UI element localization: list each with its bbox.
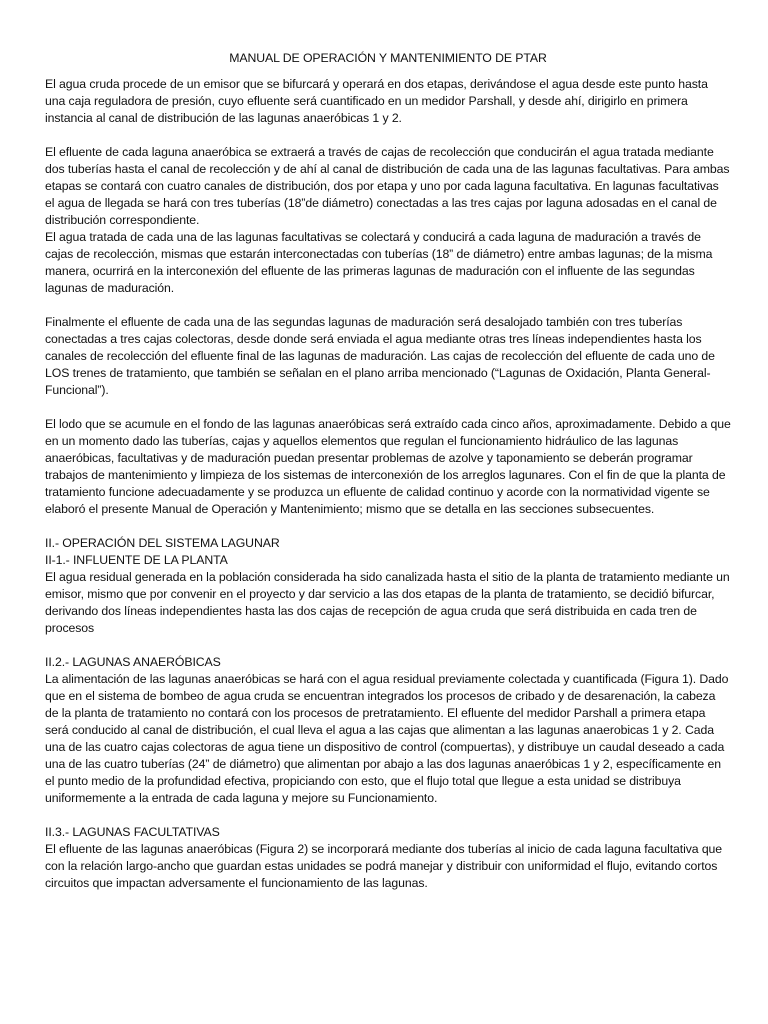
subsection-heading-influent: II-1.- INFLUENTE DE LA PLANTA xyxy=(45,553,228,567)
document-title: MANUAL DE OPERACIÓN Y MANTENIMIENTO DE PTAR xyxy=(229,51,547,65)
paragraph-facultative-treated: El agua tratada de cada una de las lagunas facultativas se colectará y conducirá a cada laguna de maduración a través de cajas de recolección, mismas que estarán interconectadas con tuberías (18” de diámetro) entre ambas lagunas; de la misma manera, ocurrirá en la interconexión del efluente de las primeras lagunas de maduración con el influente de las segundas lagunas de maduración. xyxy=(45,230,713,295)
paragraph-final-effluent: Finalmente el efluente de cada una de las segundas lagunas de maduración será desalojado también con tres tuberías conectadas a tres cajas colectoras, desde donde será enviada el agua mediante otras tres líneas independientes hasta los canales de recolección del efluente final de las lagunas de maduración. Las cajas de recolección del efluente de cada uno de LOS trenes de tratamiento, que también se señalan en el plano arriba mencionado (“Lagunas de Oxidación, Planta General-Funcional”). xyxy=(45,315,715,397)
paragraph-spacer xyxy=(45,637,731,654)
paragraph-spacer xyxy=(45,297,731,314)
paragraph-intro: El agua cruda procede de un emisor que se bifurcará y operará en dos etapas, derivándose el agua desde este punto hasta una caja reguladora de presión, cuyo efluente será cuantificado en un medidor Parshall, y desde ahí, dirigirlo en primera instancia al canal de distribución de las lagunas anaeróbicas 1 y 2. xyxy=(45,77,708,125)
subsection-text-anaerobic: La alimentación de las lagunas anaeróbicas se hará con el agua residual previamente colectada y cuantificada (Figura 1). Dado que en el sistema de bombeo de agua cruda se encuentran integrados los procesos de cribado y de desarenación, la cabeza de la planta de tratamiento no contará con los procesos de pretratamiento. El efluente del medidor Parshall a primera etapa será conducido al canal de distribución, el cual lleva el agua a las cajas que alimentan a las lagunas anaerobicas 1 y 2. Cada una de las cuatro cajas colectoras de agua tiene un dispositivo de control (compuertas), y distribuye un caudal deseado a cada una de las cuatro tuberías (24” de diámetro) que alimentan por abajo a las dos lagunas anaeróbicas 1 y 2, específicamente en el punto medio de la profundidad efectiva, propiciando con esto, que el flujo total que llegue a esta unidad se distribuya uniformemente a la entrada de cada laguna y mejore su Funcionamiento. xyxy=(45,672,729,805)
paragraph-spacer xyxy=(45,399,731,416)
paragraph-spacer xyxy=(45,518,731,535)
subsection-heading-anaerobic: II.2.- LAGUNAS ANAERÓBICAS xyxy=(45,655,221,669)
subsection-heading-facultative: II.3.- LAGUNAS FACULTATIVAS xyxy=(45,825,220,839)
subsection-text-influent: El agua residual generada en la población considerada ha sido canalizada hasta el sitio de la planta de tratamiento mediante un emisor, mismo que por convenir en el proyecto y dar servicio a las dos etapas de la planta de tratamiento, se decidió bifurcar, derivando dos líneas independientes hasta las dos cajas de recepción de agua cruda que será distribuida en cada tren de procesos xyxy=(45,570,730,635)
document-page xyxy=(45,50,731,892)
section-heading-lagoon-operation: II.- OPERACIÓN DEL SISTEMA LAGUNAR xyxy=(45,536,280,550)
paragraph-spacer xyxy=(45,807,731,824)
subsection-text-facultative: El efluente de las lagunas anaeróbicas (Figura 2) se incorporará mediante dos tuberías al inicio de cada laguna facultativa que con la relación largo-ancho que guardan estas unidades se podrá manejar y distribuir con uniformidad el flujo, evitando cortos circuitos que impactan adversamente el funcionamiento de las lagunas. xyxy=(45,842,723,890)
paragraph-sludge-maintenance: El lodo que se acumule en el fondo de las lagunas anaeróbicas será extraído cada cinco años, aproximadamente. Debido a que en un momento dado las tuberías, cajas y aquellos elementos que regulan el funcionamiento hidráulico de las lagunas anaeróbicas, facultativas y de maduración puedan presentar problemas de azolve y taponamiento se deberán programar trabajos de mantenimiento y limpieza de los sistemas de interconexión de los arreglos lagunares. Con el fin de que la planta de tratamiento funcione adecuadamente y se produzca un efluente de calidad continuo y acorde con la normatividad vigente se elaboró el presente Manual de Operación y Mantenimiento; mismo que se detalla en las secciones subsecuentes. xyxy=(45,417,731,516)
paragraph-effluent-anaerobic: El efluente de cada laguna anaeróbica se extraerá a través de cajas de recolección que conducirán el agua tratada mediante dos tuberías hasta el canal de recolección y de ahí al canal de distribución de cada una de las lagunas facultativas. Para ambas etapas se contará con cuatro canales de distribución, dos por etapa y uno por cada laguna facultativa. En lagunas facultativas el agua de llegada se hará con tres tuberías (18”de diámetro) conectadas a las tres cajas por laguna adosadas en el canal de distribución correspondiente. xyxy=(45,145,730,227)
paragraph-spacer xyxy=(45,127,731,144)
